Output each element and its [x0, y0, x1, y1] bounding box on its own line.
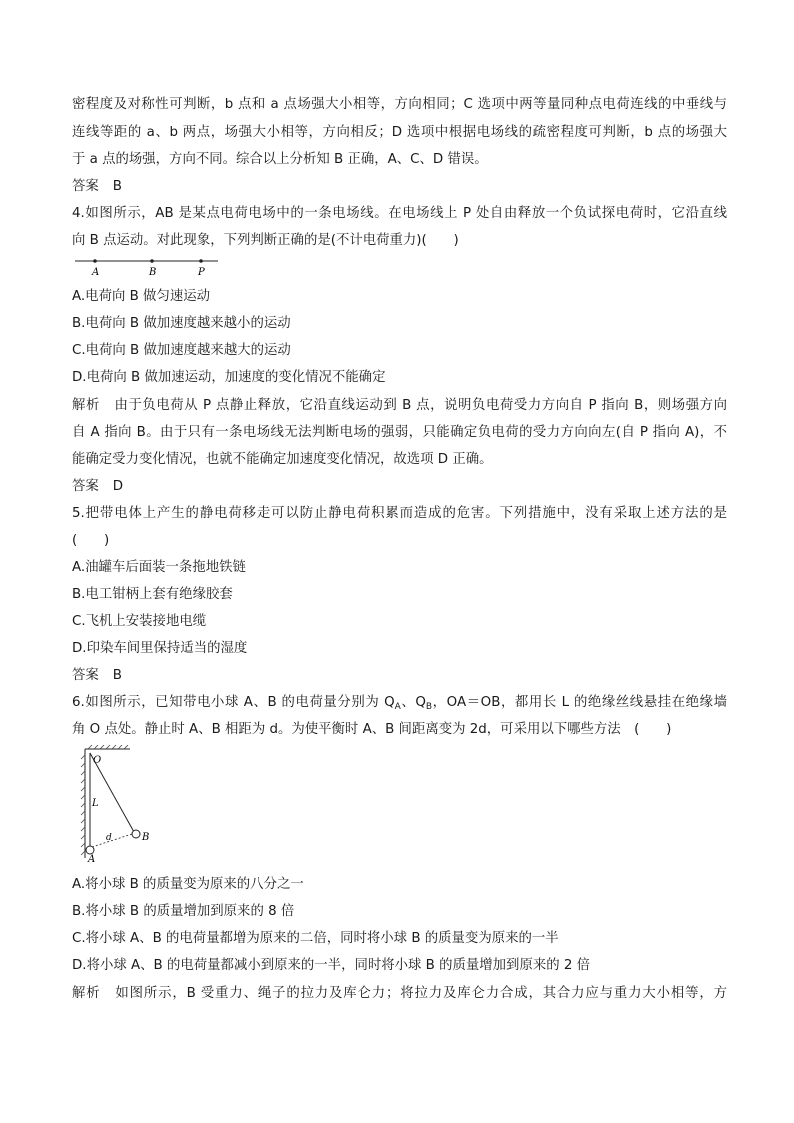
label-b: B [142, 832, 150, 843]
q4-analysis-line-1 [72, 397, 727, 415]
q6-stem-1c: ，OA＝OB，都用长 L 的绝缘丝线悬挂在绝缘墙 [432, 695, 727, 710]
wall-hatch [81, 755, 85, 855]
q6-sub-a: A [394, 702, 401, 712]
answer-label: 答案 [72, 179, 99, 194]
point-p-label: P [198, 267, 205, 278]
answer-label: 答案 [72, 479, 99, 494]
point-a-label: A [92, 267, 100, 278]
ball-b [132, 830, 140, 838]
q6-option-a: A.将小球 B 的质量变为原来的八分之一 [72, 877, 304, 892]
intro-line-1: 密程度及对称性可判断，b 点和 a 点场强大小相等，方向相同；C 选项中两等量同种点电荷连线的中垂线与 [72, 97, 727, 112]
label-a: A [88, 854, 96, 865]
q6-stem-line-1 [72, 694, 727, 712]
q4-option-a: A.电荷向 B 做匀速运动 [72, 289, 211, 304]
q6-stem-line-2: 角 O 点处。静止时 A、B 相距为 d。为使平衡时 A、B 间距离变为 2d，可采用以下哪些方法 ( ) [72, 722, 672, 737]
analysis-label: 解析 [72, 398, 100, 413]
q4-option-b: B.电荷向 B 做加速度越来越小的运动 [72, 316, 291, 331]
q4-analysis-text-1: 由于负电荷从 P 点静止释放，它沿直线运动到 B 点，说明负电荷受力方向自 P 指向 B，则场强方向 [113, 398, 727, 413]
q3-answer-line [72, 178, 727, 196]
q6-stem-1a: 6.如图所示，已知带电小球 A、B 的电荷量分别为 Q [72, 695, 395, 710]
q3-answer: B [112, 179, 122, 194]
q4-stem-line-2: 向 B 点运动。对此现象，下列判断正确的是(不计电荷重力)( ) [72, 233, 459, 248]
q6-option-c: C.将小球 A、B 的电荷量都增为原来的二倍，同时将小球 B 的质量变为原来的一半 [72, 931, 559, 946]
point-b-dot [150, 259, 154, 263]
label-l: L [92, 798, 99, 809]
q4-answer: D [112, 479, 124, 494]
intro-line-3: 于 a 点的场强，方向不同。综合以上分析知 B 正确，A、C、D 错误。 [72, 152, 488, 167]
q4-stem-line-1: 4.如图所示，AB 是某点电荷电场中的一条电场线。在电场线上 P 处自由释放一个负试探电荷时，它沿直线 [72, 206, 727, 221]
q4-analysis-line-2: 自 A 指向 B。由于只有一条电场线无法判断电场的强弱，只能确定负电荷的受力方向向左(自 P 指向 A)，不 [72, 425, 727, 440]
q6-analysis-line-1 [72, 985, 727, 1003]
q5-option-b: B.电工钳柄上套有绝缘胶套 [72, 587, 233, 602]
intro-line-2: 连线等距的 a、b 两点，场强大小相等，方向相反；D 选项中根据电场线的疏密程度可判断，b 点的场强大 [72, 125, 727, 140]
ceiling-hatch [88, 745, 128, 749]
q4-analysis-line-3: 能确定受力变化情况，也就不能确定加速度变化情况，故选项 D 正确。 [72, 452, 493, 467]
q5-stem-line-2: ( ) [72, 533, 110, 548]
q6-sub-b: B [425, 702, 433, 712]
q5-answer: B [112, 668, 122, 683]
label-d: d [106, 833, 112, 843]
q6-pendulum-figure [72, 745, 162, 865]
q4-option-d: D.电荷向 B 做加速运动，加速度的变化情况不能确定 [72, 370, 386, 385]
q5-option-d: D.印染车间里保持适当的湿度 [72, 641, 248, 656]
q4-option-c: C.电荷向 B 做加速度越来越大的运动 [72, 343, 291, 358]
answer-label: 答案 [72, 668, 99, 683]
analysis-label: 解析 [72, 986, 101, 1001]
q6-option-d: D.将小球 A、B 的电荷量都减小到原来的一半，同时将小球 B 的质量增加到原来的 2 倍 [72, 958, 591, 973]
q5-option-c: C.飞机上安装接地电缆 [72, 614, 207, 629]
point-b-label: B [149, 267, 157, 278]
distance-d-line [92, 834, 132, 847]
q6-analysis-text-1: 如图所示，B 受重力、绳子的拉力及库仑力；将拉力及库仑力合成，其合力应与重力大小相等，方 [114, 986, 728, 1001]
q6-option-b: B.将小球 B 的质量增加到原来的 8 倍 [72, 904, 295, 919]
ball-a [86, 846, 94, 854]
point-p-dot [199, 259, 203, 263]
point-a-dot [93, 259, 97, 263]
q5-answer-line [72, 667, 727, 685]
label-o: O [93, 755, 102, 766]
q4-field-line-figure [72, 256, 222, 280]
q6-stem-1b: 、Q [400, 695, 426, 710]
q4-answer-line [72, 478, 727, 496]
q5-option-a: A.油罐车后面装一条拖地铁链 [72, 560, 246, 575]
q5-stem-line-1: 5.把带电体上产生的静电荷移走可以防止静电荷积累而造成的危害。下列措施中，没有采取上述方法的是 [72, 506, 727, 521]
